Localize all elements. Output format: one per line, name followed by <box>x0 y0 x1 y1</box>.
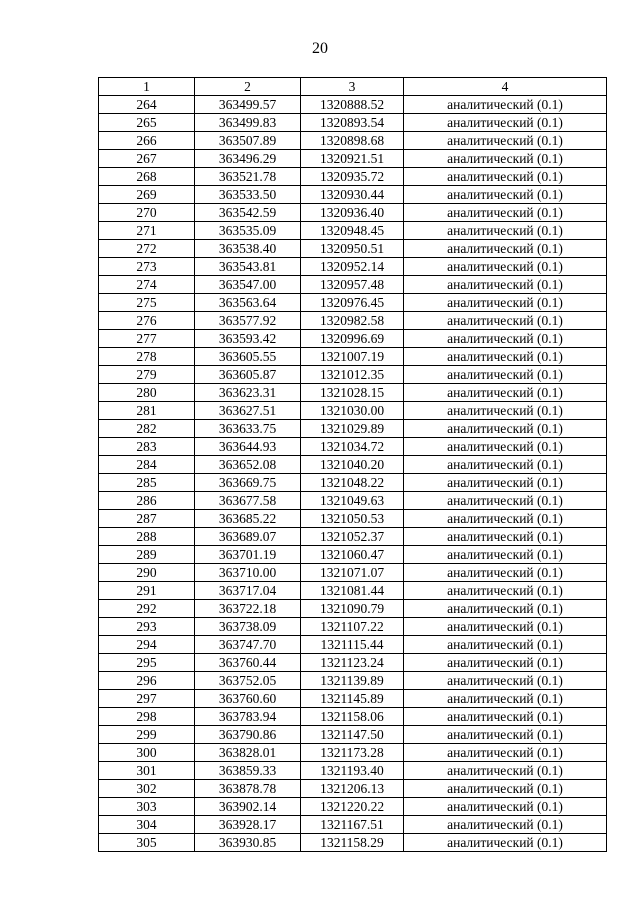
method-cell: аналитический (0.1) <box>404 168 607 186</box>
x-coordinate-cell: 363760.44 <box>195 654 301 672</box>
x-coordinate-cell: 363496.29 <box>195 150 301 168</box>
y-coordinate-cell: 1321060.47 <box>301 546 404 564</box>
y-coordinate-cell: 1320982.58 <box>301 312 404 330</box>
y-coordinate-cell: 1321029.89 <box>301 420 404 438</box>
method-cell: аналитический (0.1) <box>404 114 607 132</box>
y-coordinate-cell: 1321028.15 <box>301 384 404 402</box>
y-coordinate-cell: 1321115.44 <box>301 636 404 654</box>
table-row <box>99 834 607 852</box>
point-number-cell: 267 <box>99 150 195 168</box>
method-cell: аналитический (0.1) <box>404 474 607 492</box>
point-number-cell: 295 <box>99 654 195 672</box>
y-coordinate-cell: 1320888.52 <box>301 96 404 114</box>
table-row <box>99 240 607 258</box>
method-cell: аналитический (0.1) <box>404 276 607 294</box>
x-coordinate-cell: 363669.75 <box>195 474 301 492</box>
x-coordinate-cell: 363722.18 <box>195 600 301 618</box>
table-body <box>99 96 607 852</box>
table-row <box>99 438 607 456</box>
method-cell: аналитический (0.1) <box>404 150 607 168</box>
y-coordinate-cell: 1320957.48 <box>301 276 404 294</box>
y-coordinate-cell: 1321081.44 <box>301 582 404 600</box>
x-coordinate-cell: 363543.81 <box>195 258 301 276</box>
method-cell: аналитический (0.1) <box>404 222 607 240</box>
point-number-cell: 300 <box>99 744 195 762</box>
point-number-cell: 294 <box>99 636 195 654</box>
table-row <box>99 528 607 546</box>
point-number-cell: 270 <box>99 204 195 222</box>
x-coordinate-cell: 363902.14 <box>195 798 301 816</box>
table-row <box>99 636 607 654</box>
point-number-cell: 275 <box>99 294 195 312</box>
point-number-cell: 264 <box>99 96 195 114</box>
y-coordinate-cell: 1321167.51 <box>301 816 404 834</box>
x-coordinate-cell: 363677.58 <box>195 492 301 510</box>
point-number-cell: 283 <box>99 438 195 456</box>
column-header: 1 <box>99 78 195 96</box>
x-coordinate-cell: 363644.93 <box>195 438 301 456</box>
point-number-cell: 297 <box>99 690 195 708</box>
table-row <box>99 780 607 798</box>
point-number-cell: 287 <box>99 510 195 528</box>
header-row <box>99 78 607 96</box>
method-cell: аналитический (0.1) <box>404 600 607 618</box>
method-cell: аналитический (0.1) <box>404 654 607 672</box>
table-row <box>99 546 607 564</box>
y-coordinate-cell: 1321158.29 <box>301 834 404 852</box>
x-coordinate-cell: 363542.59 <box>195 204 301 222</box>
y-coordinate-cell: 1321090.79 <box>301 600 404 618</box>
method-cell: аналитический (0.1) <box>404 132 607 150</box>
method-cell: аналитический (0.1) <box>404 204 607 222</box>
y-coordinate-cell: 1320893.54 <box>301 114 404 132</box>
table-row <box>99 150 607 168</box>
y-coordinate-cell: 1321050.53 <box>301 510 404 528</box>
method-cell: аналитический (0.1) <box>404 672 607 690</box>
y-coordinate-cell: 1321048.22 <box>301 474 404 492</box>
x-coordinate-cell: 363930.85 <box>195 834 301 852</box>
y-coordinate-cell: 1320952.14 <box>301 258 404 276</box>
x-coordinate-cell: 363760.60 <box>195 690 301 708</box>
method-cell: аналитический (0.1) <box>404 762 607 780</box>
point-number-cell: 304 <box>99 816 195 834</box>
y-coordinate-cell: 1320976.45 <box>301 294 404 312</box>
column-header: 3 <box>301 78 404 96</box>
method-cell: аналитический (0.1) <box>404 834 607 852</box>
method-cell: аналитический (0.1) <box>404 636 607 654</box>
point-number-cell: 286 <box>99 492 195 510</box>
y-coordinate-cell: 1321107.22 <box>301 618 404 636</box>
table-row <box>99 186 607 204</box>
x-coordinate-cell: 363563.64 <box>195 294 301 312</box>
x-coordinate-cell: 363652.08 <box>195 456 301 474</box>
point-number-cell: 277 <box>99 330 195 348</box>
table-row <box>99 762 607 780</box>
point-number-cell: 292 <box>99 600 195 618</box>
y-coordinate-cell: 1320930.44 <box>301 186 404 204</box>
point-number-cell: 271 <box>99 222 195 240</box>
point-number-cell: 285 <box>99 474 195 492</box>
method-cell: аналитический (0.1) <box>404 402 607 420</box>
x-coordinate-cell: 363535.09 <box>195 222 301 240</box>
y-coordinate-cell: 1320935.72 <box>301 168 404 186</box>
y-coordinate-cell: 1321034.72 <box>301 438 404 456</box>
table-row <box>99 798 607 816</box>
method-cell: аналитический (0.1) <box>404 582 607 600</box>
x-coordinate-cell: 363783.94 <box>195 708 301 726</box>
column-header: 4 <box>404 78 607 96</box>
x-coordinate-cell: 363499.83 <box>195 114 301 132</box>
table-row <box>99 330 607 348</box>
y-coordinate-cell: 1321193.40 <box>301 762 404 780</box>
point-number-cell: 280 <box>99 384 195 402</box>
method-cell: аналитический (0.1) <box>404 510 607 528</box>
method-cell: аналитический (0.1) <box>404 384 607 402</box>
method-cell: аналитический (0.1) <box>404 330 607 348</box>
x-coordinate-cell: 363701.19 <box>195 546 301 564</box>
x-coordinate-cell: 363752.05 <box>195 672 301 690</box>
y-coordinate-cell: 1321206.13 <box>301 780 404 798</box>
x-coordinate-cell: 363605.55 <box>195 348 301 366</box>
point-number-cell: 303 <box>99 798 195 816</box>
method-cell: аналитический (0.1) <box>404 258 607 276</box>
x-coordinate-cell: 363828.01 <box>195 744 301 762</box>
table-row <box>99 816 607 834</box>
table-row <box>99 312 607 330</box>
table-row <box>99 114 607 132</box>
point-number-cell: 305 <box>99 834 195 852</box>
method-cell: аналитический (0.1) <box>404 690 607 708</box>
point-number-cell: 301 <box>99 762 195 780</box>
point-number-cell: 282 <box>99 420 195 438</box>
table-row <box>99 402 607 420</box>
point-number-cell: 279 <box>99 366 195 384</box>
table-row <box>99 582 607 600</box>
table-row <box>99 222 607 240</box>
x-coordinate-cell: 363747.70 <box>195 636 301 654</box>
table-row <box>99 744 607 762</box>
point-number-cell: 276 <box>99 312 195 330</box>
y-coordinate-cell: 1321220.22 <box>301 798 404 816</box>
page-number: 20 <box>312 40 328 57</box>
y-coordinate-cell: 1321173.28 <box>301 744 404 762</box>
point-number-cell: 298 <box>99 708 195 726</box>
method-cell: аналитический (0.1) <box>404 618 607 636</box>
method-cell: аналитический (0.1) <box>404 708 607 726</box>
point-number-cell: 291 <box>99 582 195 600</box>
table-row <box>99 564 607 582</box>
method-cell: аналитический (0.1) <box>404 294 607 312</box>
x-coordinate-cell: 363859.33 <box>195 762 301 780</box>
method-cell: аналитический (0.1) <box>404 438 607 456</box>
y-coordinate-cell: 1321147.50 <box>301 726 404 744</box>
table-row <box>99 204 607 222</box>
point-number-cell: 281 <box>99 402 195 420</box>
method-cell: аналитический (0.1) <box>404 186 607 204</box>
table-row <box>99 384 607 402</box>
y-coordinate-cell: 1321040.20 <box>301 456 404 474</box>
table-header <box>99 78 607 96</box>
x-coordinate-cell: 363507.89 <box>195 132 301 150</box>
point-number-cell: 299 <box>99 726 195 744</box>
method-cell: аналитический (0.1) <box>404 366 607 384</box>
method-cell: аналитический (0.1) <box>404 492 607 510</box>
method-cell: аналитический (0.1) <box>404 240 607 258</box>
y-coordinate-cell: 1321071.07 <box>301 564 404 582</box>
table-row <box>99 474 607 492</box>
method-cell: аналитический (0.1) <box>404 312 607 330</box>
y-coordinate-cell: 1320950.51 <box>301 240 404 258</box>
x-coordinate-cell: 363538.40 <box>195 240 301 258</box>
point-number-cell: 284 <box>99 456 195 474</box>
table-row <box>99 168 607 186</box>
table-row <box>99 510 607 528</box>
y-coordinate-cell: 1321145.89 <box>301 690 404 708</box>
x-coordinate-cell: 363633.75 <box>195 420 301 438</box>
table-row <box>99 492 607 510</box>
table-row <box>99 294 607 312</box>
point-number-cell: 265 <box>99 114 195 132</box>
y-coordinate-cell: 1320948.45 <box>301 222 404 240</box>
table-row <box>99 420 607 438</box>
x-coordinate-cell: 363717.04 <box>195 582 301 600</box>
table-row <box>99 456 607 474</box>
y-coordinate-cell: 1321123.24 <box>301 654 404 672</box>
point-number-cell: 296 <box>99 672 195 690</box>
table-row <box>99 96 607 114</box>
x-coordinate-cell: 363533.50 <box>195 186 301 204</box>
table-row <box>99 258 607 276</box>
method-cell: аналитический (0.1) <box>404 420 607 438</box>
y-coordinate-cell: 1321052.37 <box>301 528 404 546</box>
point-number-cell: 273 <box>99 258 195 276</box>
x-coordinate-cell: 363577.92 <box>195 312 301 330</box>
point-number-cell: 274 <box>99 276 195 294</box>
method-cell: аналитический (0.1) <box>404 798 607 816</box>
table-row <box>99 600 607 618</box>
point-number-cell: 293 <box>99 618 195 636</box>
y-coordinate-cell: 1321139.89 <box>301 672 404 690</box>
method-cell: аналитический (0.1) <box>404 456 607 474</box>
method-cell: аналитический (0.1) <box>404 528 607 546</box>
table-row <box>99 348 607 366</box>
y-coordinate-cell: 1321030.00 <box>301 402 404 420</box>
x-coordinate-cell: 363685.22 <box>195 510 301 528</box>
y-coordinate-cell: 1321158.06 <box>301 708 404 726</box>
column-header: 2 <box>195 78 301 96</box>
point-number-cell: 302 <box>99 780 195 798</box>
point-number-cell: 268 <box>99 168 195 186</box>
table-row <box>99 672 607 690</box>
point-number-cell: 266 <box>99 132 195 150</box>
y-coordinate-cell: 1320996.69 <box>301 330 404 348</box>
method-cell: аналитический (0.1) <box>404 744 607 762</box>
method-cell: аналитический (0.1) <box>404 546 607 564</box>
x-coordinate-cell: 363605.87 <box>195 366 301 384</box>
point-number-cell: 289 <box>99 546 195 564</box>
point-number-cell: 278 <box>99 348 195 366</box>
x-coordinate-cell: 363710.00 <box>195 564 301 582</box>
x-coordinate-cell: 363689.07 <box>195 528 301 546</box>
x-coordinate-cell: 363627.51 <box>195 402 301 420</box>
point-number-cell: 288 <box>99 528 195 546</box>
method-cell: аналитический (0.1) <box>404 726 607 744</box>
method-cell: аналитический (0.1) <box>404 780 607 798</box>
table-row <box>99 366 607 384</box>
x-coordinate-cell: 363499.57 <box>195 96 301 114</box>
x-coordinate-cell: 363790.86 <box>195 726 301 744</box>
table-row <box>99 132 607 150</box>
table-row <box>99 654 607 672</box>
table-row <box>99 618 607 636</box>
table-row <box>99 690 607 708</box>
method-cell: аналитический (0.1) <box>404 348 607 366</box>
method-cell: аналитический (0.1) <box>404 564 607 582</box>
x-coordinate-cell: 363521.78 <box>195 168 301 186</box>
y-coordinate-cell: 1321007.19 <box>301 348 404 366</box>
table-row <box>99 708 607 726</box>
x-coordinate-cell: 363593.42 <box>195 330 301 348</box>
x-coordinate-cell: 363623.31 <box>195 384 301 402</box>
y-coordinate-cell: 1320936.40 <box>301 204 404 222</box>
x-coordinate-cell: 363878.78 <box>195 780 301 798</box>
method-cell: аналитический (0.1) <box>404 816 607 834</box>
y-coordinate-cell: 1320921.51 <box>301 150 404 168</box>
coordinates-table <box>98 77 607 852</box>
y-coordinate-cell: 1321012.35 <box>301 366 404 384</box>
table-row <box>99 726 607 744</box>
y-coordinate-cell: 1321049.63 <box>301 492 404 510</box>
x-coordinate-cell: 363547.00 <box>195 276 301 294</box>
x-coordinate-cell: 363928.17 <box>195 816 301 834</box>
x-coordinate-cell: 363738.09 <box>195 618 301 636</box>
method-cell: аналитический (0.1) <box>404 96 607 114</box>
point-number-cell: 269 <box>99 186 195 204</box>
table-row <box>99 276 607 294</box>
point-number-cell: 290 <box>99 564 195 582</box>
y-coordinate-cell: 1320898.68 <box>301 132 404 150</box>
point-number-cell: 272 <box>99 240 195 258</box>
